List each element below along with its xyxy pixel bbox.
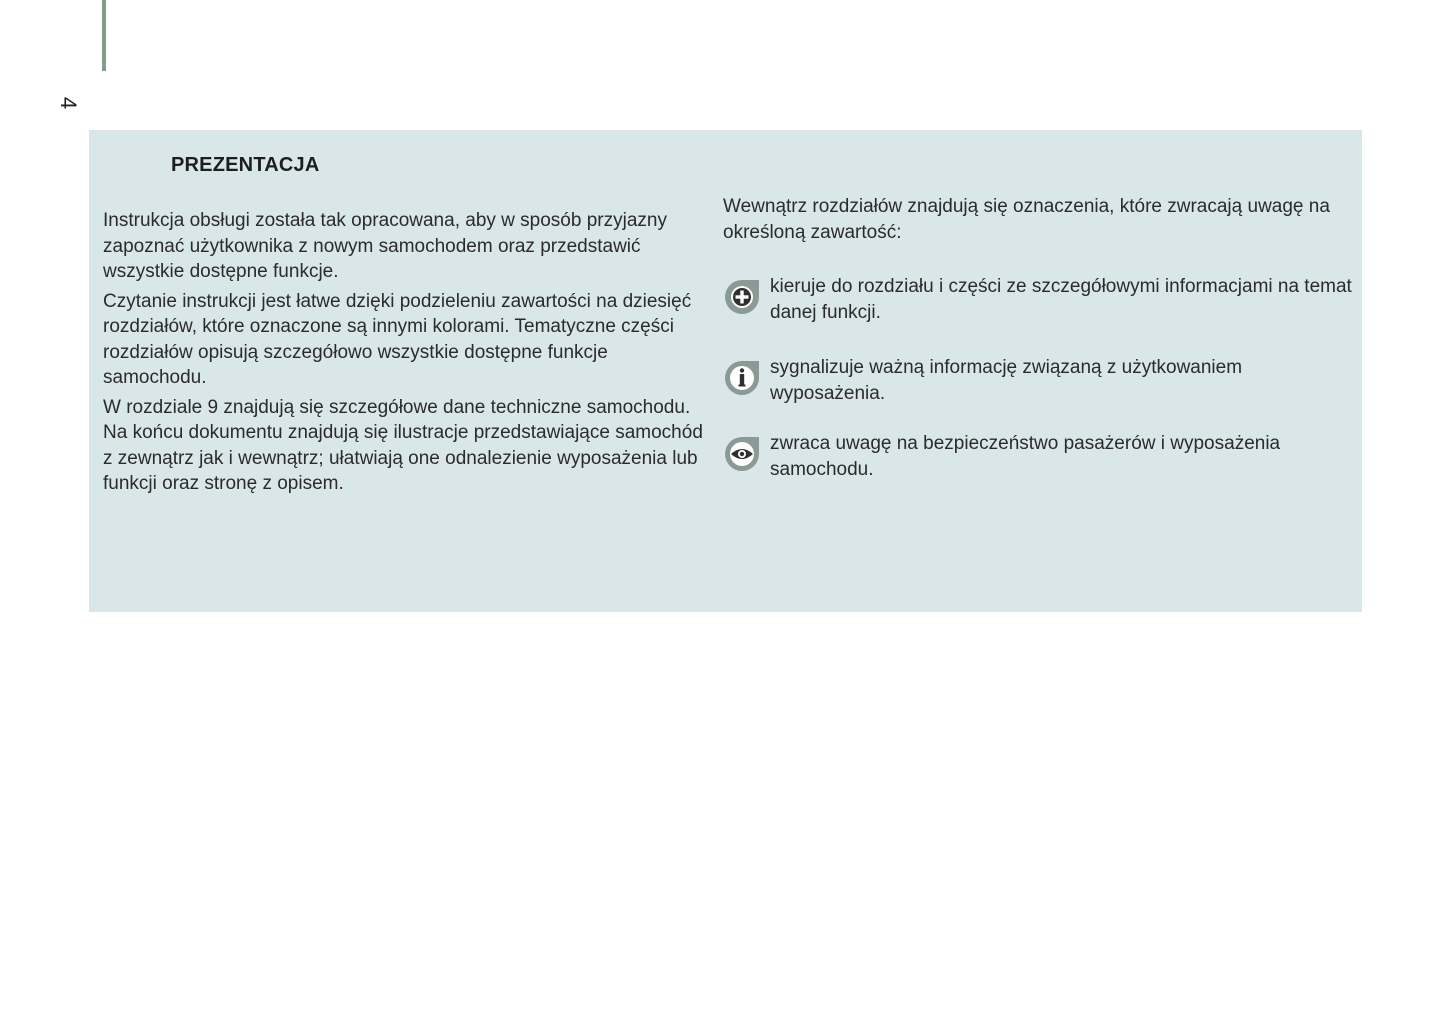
eye-icon [723,435,761,473]
paragraph: Czytanie instrukcji jest łatwe dzięki podzieleniu zawartości na dziesięć rozdziałów, które oznaczone są innymi kolorami. Tematyczne części rozdziałów opisują szczegółowo wszystkie dostępne funkcje samochodu. [103,290,692,388]
plus-icon [723,278,761,316]
legend-intro: Wewnątrz rozdziałów znajdują się oznaczenia, które zwracają uwagę na określoną zawartość: [723,196,1330,243]
paragraph: W rozdziale 9 znajdują się szczegółowe dane techniczne samochodu. Na końcu dokumentu znajdują się ilustracje przedstawiające samochód z zewnątrz jak i wewnątrz; ułatwiają one odnalezienie wyposażenia lub funkcji oraz stronę z opisem. [103,396,703,494]
paragraph: Instrukcja obsługi została tak opracowana, aby w sposób przyjazny zapoznać użytkownika z nowym samochodem oraz przedstawić wszystkie dostępne funkcje. [103,210,667,282]
section-title: PREZENTACJA [171,154,320,176]
right-column [723,194,1353,480]
margin-rule [102,0,106,71]
presentation-panel [89,130,1362,612]
legend-text: kieruje do rozdziału i części ze szczegółowymi informacjami na temat danej funkcji. [770,276,1352,323]
legend-text: zwraca uwagę na bezpieczeństwo pasażerów i wyposażenia samochodu. [770,433,1281,480]
page-number: 4 [56,96,81,110]
left-column [103,208,703,501]
legend-text: sygnalizuje ważną informację związaną z użytkowaniem wyposażenia. [770,357,1243,404]
info-icon [723,359,761,397]
